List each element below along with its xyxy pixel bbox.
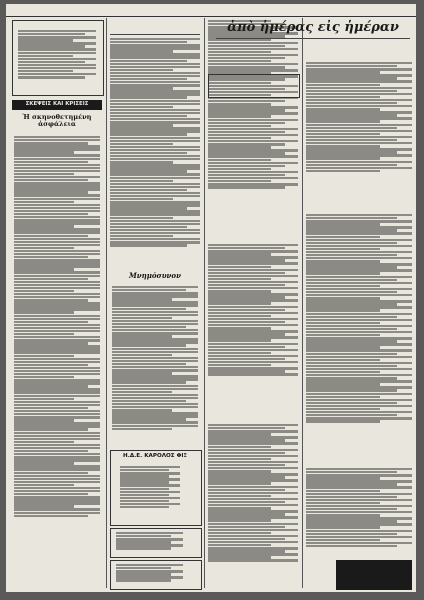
banner-title: ἀπὸ ἡμέρας εἰς ἡμέραν bbox=[227, 20, 399, 35]
column3-text-bottom bbox=[208, 424, 298, 584]
memorial-title: Μνημόσυνον bbox=[129, 271, 181, 280]
column2-ad-3-text bbox=[116, 564, 194, 586]
column-divider bbox=[302, 18, 303, 588]
article-text bbox=[14, 136, 100, 576]
newspaper-page bbox=[6, 4, 416, 592]
article-title: Ἡ σκηνοθετημένη ἀσφάλεια bbox=[22, 113, 92, 128]
column2-ad-2-text bbox=[116, 532, 194, 554]
memorial-text bbox=[112, 286, 198, 446]
header-box-text bbox=[18, 30, 96, 90]
right-text-2 bbox=[306, 214, 412, 464]
section-title: ΣΚΕΨΕΙΣ ΚΑΙ ΚΡΙΣΕΙΣ bbox=[25, 101, 89, 107]
bottom-ad bbox=[336, 560, 412, 590]
right-text-3 bbox=[306, 468, 412, 554]
column3-text-middle bbox=[208, 244, 298, 394]
column2-text-top bbox=[110, 38, 200, 258]
column3-text-top bbox=[208, 20, 298, 240]
karolos-fix-ad-title: Η.Δ.Ε. ΚΑΡΟΛΟΣ ΦΙΞ bbox=[123, 453, 187, 459]
banner-underline bbox=[216, 38, 410, 39]
divider bbox=[110, 34, 200, 35]
column3-headline-box bbox=[208, 74, 300, 98]
right-text-1 bbox=[306, 62, 412, 192]
column-divider bbox=[204, 18, 205, 588]
column-divider bbox=[106, 18, 107, 588]
karolos-fix-ad-text bbox=[120, 466, 190, 520]
masthead bbox=[6, 4, 416, 17]
